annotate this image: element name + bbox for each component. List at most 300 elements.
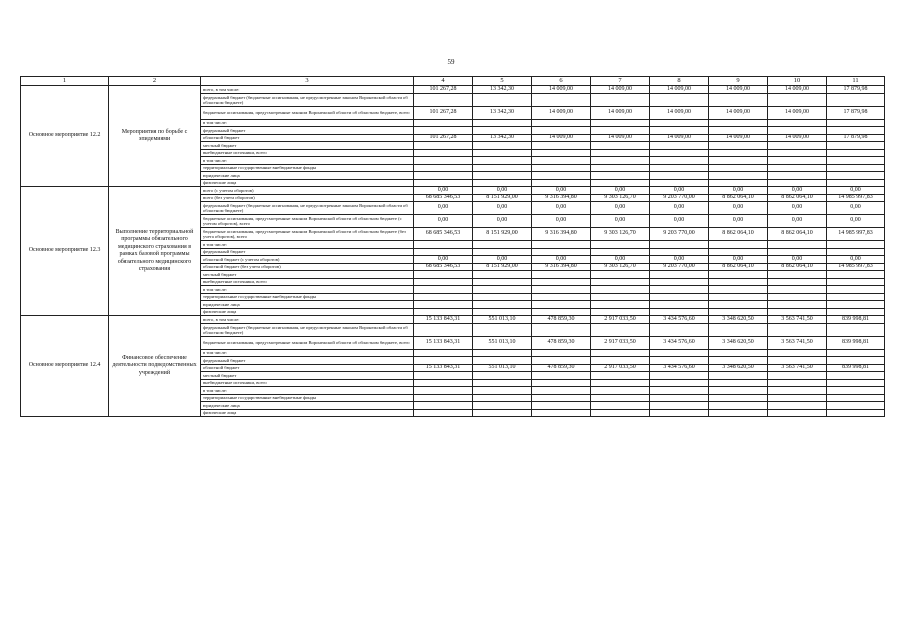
amount-cell: 9 316 394,80 <box>532 194 591 202</box>
header-cell: 7 <box>591 77 650 86</box>
amount-cell <box>650 409 709 417</box>
table-row <box>21 187 885 195</box>
amount-cell <box>532 241 591 249</box>
amount-cell <box>768 93 827 106</box>
amount-cell <box>414 293 473 301</box>
funding-source-label: федеральный бюджет (бюджетные ассигнования, не предусмотренные законом Воронежской области об областном бюджете) <box>201 93 414 106</box>
amount-cell: 101 267,28 <box>414 86 473 94</box>
amount-cell <box>473 149 532 157</box>
amount-cell <box>650 248 709 256</box>
amount-cell <box>473 372 532 380</box>
amount-cell <box>709 119 768 127</box>
amount-cell <box>827 271 885 279</box>
amount-cell: 9 303 126,70 <box>591 228 650 241</box>
amount-cell <box>473 271 532 279</box>
activity-code: Основное мероприятие 12.2 <box>21 86 109 187</box>
amount-cell: 17 879,98 <box>827 134 885 142</box>
amount-cell: 839 998,81 <box>827 316 885 324</box>
amount-cell <box>709 149 768 157</box>
amount-cell <box>532 379 591 387</box>
funding-source-label: в том числе: <box>201 286 414 294</box>
amount-cell <box>827 93 885 106</box>
activity-code: Основное мероприятие 12.4 <box>21 316 109 417</box>
funding-source-label: в том числе: <box>201 349 414 357</box>
amount-cell <box>827 164 885 172</box>
amount-cell <box>591 323 650 336</box>
amount-cell: 0,00 <box>414 215 473 228</box>
amount-cell <box>827 241 885 249</box>
amount-cell <box>591 278 650 286</box>
amount-cell <box>768 271 827 279</box>
amount-cell: 8 862 064,10 <box>768 228 827 241</box>
funding-source-label: юридические лица <box>201 172 414 180</box>
funding-source-label: всего (с учетом оборотов) <box>201 187 414 195</box>
amount-cell <box>768 323 827 336</box>
amount-cell <box>709 357 768 365</box>
amount-cell: 17 879,98 <box>827 86 885 94</box>
amount-cell: 2 917 033,50 <box>591 336 650 349</box>
amount-cell: 14 985 997,83 <box>827 263 885 271</box>
amount-cell <box>650 286 709 294</box>
amount-cell: 9 203 770,00 <box>650 194 709 202</box>
amount-cell <box>414 402 473 410</box>
amount-cell <box>532 119 591 127</box>
header-cell: 3 <box>201 77 414 86</box>
amount-cell: 2 917 033,50 <box>591 316 650 324</box>
amount-cell: 0,00 <box>709 256 768 264</box>
amount-cell <box>650 119 709 127</box>
funding-source-label: всего (без учета оборотов) <box>201 194 414 202</box>
amount-cell: 9 203 770,00 <box>650 263 709 271</box>
amount-cell <box>650 241 709 249</box>
amount-cell <box>709 248 768 256</box>
amount-cell <box>414 372 473 380</box>
amount-cell <box>768 402 827 410</box>
funding-source-label: бюджетные ассигнования, предусмотренные законом Воронежской области об областном бюджете (без учета оборотов), всего <box>201 228 414 241</box>
amount-cell <box>473 179 532 187</box>
amount-cell <box>414 127 473 135</box>
amount-cell: 8 862 064,10 <box>768 263 827 271</box>
amount-cell: 478 859,30 <box>532 364 591 372</box>
funding-source-label: областной бюджет (без учета оборотов) <box>201 263 414 271</box>
amount-cell <box>473 119 532 127</box>
amount-cell <box>473 293 532 301</box>
amount-cell: 14 009,00 <box>532 106 591 119</box>
funding-source-label: федеральный бюджет <box>201 127 414 135</box>
amount-cell <box>473 127 532 135</box>
amount-cell: 0,00 <box>591 256 650 264</box>
amount-cell <box>532 286 591 294</box>
amount-cell <box>650 394 709 402</box>
amount-cell <box>650 293 709 301</box>
amount-cell <box>827 149 885 157</box>
amount-cell <box>827 127 885 135</box>
amount-cell <box>473 409 532 417</box>
amount-cell <box>591 301 650 309</box>
amount-cell <box>709 402 768 410</box>
funding-source-label: в том числе: <box>201 119 414 127</box>
amount-cell <box>768 286 827 294</box>
amount-cell <box>768 127 827 135</box>
amount-cell: 0,00 <box>532 256 591 264</box>
amount-cell <box>591 357 650 365</box>
activity-name: Мероприятия по борьбе с эпидемиями <box>109 86 201 187</box>
amount-cell <box>709 164 768 172</box>
amount-cell <box>591 179 650 187</box>
amount-cell: 101 267,28 <box>414 134 473 142</box>
amount-cell <box>473 93 532 106</box>
amount-cell <box>709 301 768 309</box>
amount-cell <box>532 394 591 402</box>
amount-cell <box>709 308 768 316</box>
amount-cell <box>827 293 885 301</box>
amount-cell: 14 009,00 <box>532 134 591 142</box>
amount-cell <box>414 241 473 249</box>
amount-cell: 15 133 843,31 <box>414 336 473 349</box>
amount-cell: 8 862 064,10 <box>709 194 768 202</box>
amount-cell <box>827 278 885 286</box>
amount-cell <box>650 157 709 165</box>
amount-cell: 14 009,00 <box>650 134 709 142</box>
amount-cell <box>827 402 885 410</box>
table-row <box>21 86 885 94</box>
amount-cell <box>827 142 885 150</box>
funding-source-label: внебюджетные источники, всего <box>201 149 414 157</box>
amount-cell: 0,00 <box>768 215 827 228</box>
amount-cell <box>827 387 885 395</box>
amount-cell <box>591 394 650 402</box>
amount-cell: 68 685 346,53 <box>414 228 473 241</box>
amount-cell <box>650 308 709 316</box>
amount-cell <box>532 409 591 417</box>
amount-cell: 17 879,98 <box>827 106 885 119</box>
funding-source-label: местный бюджет <box>201 142 414 150</box>
funding-source-label: областной бюджет <box>201 134 414 142</box>
funding-source-label: физические лица <box>201 179 414 187</box>
funding-source-label: территориальные государственные внебюджетные фонды <box>201 293 414 301</box>
amount-cell <box>650 301 709 309</box>
amount-cell <box>768 409 827 417</box>
funding-source-label: в том числе: <box>201 241 414 249</box>
amount-cell: 2 917 033,50 <box>591 364 650 372</box>
amount-cell <box>709 93 768 106</box>
amount-cell <box>709 179 768 187</box>
amount-cell: 0,00 <box>650 215 709 228</box>
amount-cell <box>591 142 650 150</box>
amount-cell <box>650 387 709 395</box>
amount-cell: 0,00 <box>650 256 709 264</box>
amount-cell: 0,00 <box>768 187 827 195</box>
amount-cell: 3 434 576,60 <box>650 364 709 372</box>
funding-source-label: юридические лица <box>201 301 414 309</box>
funding-source-label: территориальные государственные внебюджетные фонды <box>201 164 414 172</box>
amount-cell: 68 685 346,53 <box>414 263 473 271</box>
amount-cell <box>532 127 591 135</box>
amount-cell <box>532 164 591 172</box>
funding-source-label: территориальные государственные внебюджетные фонды <box>201 394 414 402</box>
header-cell: 4 <box>414 77 473 86</box>
amount-cell <box>414 286 473 294</box>
table-row <box>21 316 885 324</box>
amount-cell: 0,00 <box>650 202 709 215</box>
amount-cell: 0,00 <box>591 202 650 215</box>
amount-cell <box>709 379 768 387</box>
amount-cell <box>591 379 650 387</box>
amount-cell <box>473 379 532 387</box>
funding-source-label: бюджетные ассигнования, предусмотренные законом Воронежской области об областном бюджете, всего <box>201 106 414 119</box>
amount-cell <box>473 394 532 402</box>
amount-cell <box>709 349 768 357</box>
amount-cell <box>473 323 532 336</box>
amount-cell: 9 303 126,70 <box>591 194 650 202</box>
amount-cell: 478 859,30 <box>532 336 591 349</box>
amount-cell: 0,00 <box>650 187 709 195</box>
amount-cell: 0,00 <box>709 215 768 228</box>
amount-cell <box>709 394 768 402</box>
amount-cell: 3 348 620,50 <box>709 336 768 349</box>
amount-cell <box>532 172 591 180</box>
amount-cell <box>414 409 473 417</box>
amount-cell <box>591 372 650 380</box>
amount-cell <box>768 164 827 172</box>
amount-cell <box>709 142 768 150</box>
amount-cell: 9 316 394,80 <box>532 263 591 271</box>
amount-cell <box>827 179 885 187</box>
amount-cell <box>650 357 709 365</box>
amount-cell <box>414 271 473 279</box>
amount-cell <box>827 379 885 387</box>
amount-cell: 14 009,00 <box>650 86 709 94</box>
amount-cell: 14 985 997,83 <box>827 194 885 202</box>
amount-cell <box>768 372 827 380</box>
amount-cell <box>591 248 650 256</box>
amount-cell <box>650 127 709 135</box>
amount-cell: 14 009,00 <box>709 86 768 94</box>
amount-cell: 0,00 <box>591 187 650 195</box>
amount-cell <box>532 93 591 106</box>
amount-cell: 14 009,00 <box>650 106 709 119</box>
amount-cell <box>414 308 473 316</box>
amount-cell: 8 151 929,00 <box>473 228 532 241</box>
amount-cell <box>532 402 591 410</box>
funding-source-label: всего, в том числе: <box>201 316 414 324</box>
amount-cell: 0,00 <box>532 202 591 215</box>
funding-source-label: федеральный бюджет <box>201 248 414 256</box>
amount-cell <box>591 402 650 410</box>
funding-source-label: в том числе: <box>201 157 414 165</box>
amount-cell: 15 133 843,31 <box>414 364 473 372</box>
amount-cell <box>650 172 709 180</box>
funding-source-label: местный бюджет <box>201 271 414 279</box>
amount-cell: 13 342,30 <box>473 86 532 94</box>
amount-cell <box>650 164 709 172</box>
amount-cell: 13 342,30 <box>473 134 532 142</box>
header-row <box>21 77 885 86</box>
amount-cell <box>768 241 827 249</box>
amount-cell <box>532 149 591 157</box>
amount-cell <box>591 387 650 395</box>
amount-cell <box>414 379 473 387</box>
amount-cell <box>827 119 885 127</box>
activity-name: Выполнение территориальной программы обязательного медицинского страхования в рамках базовой программы обязательного медицинского страхования <box>109 187 201 316</box>
amount-cell: 3 348 620,50 <box>709 316 768 324</box>
amount-cell <box>827 286 885 294</box>
amount-cell <box>709 372 768 380</box>
amount-cell: 0,00 <box>473 202 532 215</box>
amount-cell <box>827 248 885 256</box>
amount-cell <box>532 308 591 316</box>
amount-cell: 8 151 929,00 <box>473 194 532 202</box>
amount-cell: 3 563 741,50 <box>768 364 827 372</box>
amount-cell: 3 348 620,50 <box>709 364 768 372</box>
funding-source-label: физические лица <box>201 409 414 417</box>
budget-table <box>20 76 885 417</box>
amount-cell <box>414 349 473 357</box>
amount-cell: 839 998,81 <box>827 336 885 349</box>
amount-cell <box>591 164 650 172</box>
amount-cell <box>414 248 473 256</box>
amount-cell <box>650 402 709 410</box>
amount-cell <box>709 409 768 417</box>
amount-cell <box>414 179 473 187</box>
amount-cell: 0,00 <box>768 202 827 215</box>
funding-source-label: местный бюджет <box>201 372 414 380</box>
amount-cell: 9 203 770,00 <box>650 228 709 241</box>
amount-cell: 0,00 <box>414 256 473 264</box>
amount-cell <box>414 357 473 365</box>
amount-cell <box>768 172 827 180</box>
amount-cell <box>473 349 532 357</box>
amount-cell <box>827 172 885 180</box>
funding-source-label: федеральный бюджет (бюджетные ассигнования, не предусмотренные законом Воронежской области об областном бюджете) <box>201 202 414 215</box>
amount-cell: 8 151 929,00 <box>473 263 532 271</box>
amount-cell <box>650 149 709 157</box>
amount-cell <box>473 248 532 256</box>
funding-source-label: физические лица <box>201 308 414 316</box>
amount-cell: 0,00 <box>532 187 591 195</box>
amount-cell <box>827 301 885 309</box>
amount-cell <box>473 157 532 165</box>
amount-cell <box>473 308 532 316</box>
amount-cell <box>414 149 473 157</box>
amount-cell <box>827 357 885 365</box>
amount-cell: 3 563 741,50 <box>768 316 827 324</box>
amount-cell <box>414 93 473 106</box>
amount-cell <box>473 357 532 365</box>
amount-cell <box>591 409 650 417</box>
amount-cell <box>532 271 591 279</box>
amount-cell: 13 342,30 <box>473 106 532 119</box>
amount-cell <box>650 349 709 357</box>
amount-cell <box>650 271 709 279</box>
amount-cell <box>591 157 650 165</box>
amount-cell <box>591 271 650 279</box>
amount-cell: 0,00 <box>414 187 473 195</box>
funding-source-label: федеральный бюджет <box>201 357 414 365</box>
header-cell: 8 <box>650 77 709 86</box>
amount-cell: 0,00 <box>414 202 473 215</box>
amount-cell <box>414 394 473 402</box>
amount-cell <box>414 301 473 309</box>
amount-cell: 14 009,00 <box>591 134 650 142</box>
amount-cell <box>473 241 532 249</box>
amount-cell <box>591 241 650 249</box>
amount-cell <box>709 278 768 286</box>
amount-cell: 14 009,00 <box>591 86 650 94</box>
amount-cell <box>827 372 885 380</box>
amount-cell <box>827 394 885 402</box>
header-cell: 5 <box>473 77 532 86</box>
amount-cell: 0,00 <box>473 215 532 228</box>
amount-cell: 0,00 <box>827 256 885 264</box>
amount-cell <box>827 157 885 165</box>
amount-cell <box>650 372 709 380</box>
header-cell: 1 <box>21 77 109 86</box>
amount-cell <box>768 387 827 395</box>
amount-cell <box>591 119 650 127</box>
amount-cell: 551 013,10 <box>473 336 532 349</box>
amount-cell: 14 009,00 <box>591 106 650 119</box>
amount-cell <box>591 127 650 135</box>
amount-cell: 15 133 843,31 <box>414 316 473 324</box>
amount-cell: 14 985 997,83 <box>827 228 885 241</box>
funding-source-label: внебюджетные источники, всего <box>201 379 414 387</box>
amount-cell: 101 267,28 <box>414 106 473 119</box>
amount-cell: 0,00 <box>709 202 768 215</box>
amount-cell <box>414 172 473 180</box>
amount-cell: 0,00 <box>709 187 768 195</box>
amount-cell <box>709 127 768 135</box>
amount-cell <box>591 172 650 180</box>
amount-cell: 3 434 576,60 <box>650 336 709 349</box>
amount-cell <box>709 293 768 301</box>
header-cell: 6 <box>532 77 591 86</box>
funding-source-label: в том числе: <box>201 387 414 395</box>
amount-cell <box>473 286 532 294</box>
amount-cell <box>827 349 885 357</box>
amount-cell: 0,00 <box>768 256 827 264</box>
amount-cell <box>532 293 591 301</box>
amount-cell <box>768 278 827 286</box>
amount-cell: 8 862 064,10 <box>709 263 768 271</box>
amount-cell: 839 998,81 <box>827 364 885 372</box>
funding-source-label: областной бюджет <box>201 364 414 372</box>
amount-cell <box>591 308 650 316</box>
funding-source-label: юридические лица <box>201 402 414 410</box>
amount-cell <box>650 323 709 336</box>
amount-cell: 14 009,00 <box>532 86 591 94</box>
amount-cell: 0,00 <box>827 187 885 195</box>
header-cell: 2 <box>109 77 201 86</box>
amount-cell: 14 009,00 <box>768 134 827 142</box>
amount-cell <box>768 293 827 301</box>
funding-source-label: областной бюджет (с учетом оборотов) <box>201 256 414 264</box>
amount-cell <box>650 142 709 150</box>
amount-cell <box>473 164 532 172</box>
amount-cell <box>414 157 473 165</box>
amount-cell <box>532 372 591 380</box>
amount-cell <box>768 149 827 157</box>
amount-cell <box>473 387 532 395</box>
amount-cell <box>768 119 827 127</box>
funding-source-label: федеральный бюджет (бюджетные ассигнования, не предусмотренные законом Воронежской области об областном бюджете) <box>201 323 414 336</box>
amount-cell <box>709 286 768 294</box>
amount-cell: 0,00 <box>532 215 591 228</box>
amount-cell <box>768 179 827 187</box>
amount-cell <box>591 286 650 294</box>
amount-cell <box>768 301 827 309</box>
amount-cell: 0,00 <box>827 202 885 215</box>
